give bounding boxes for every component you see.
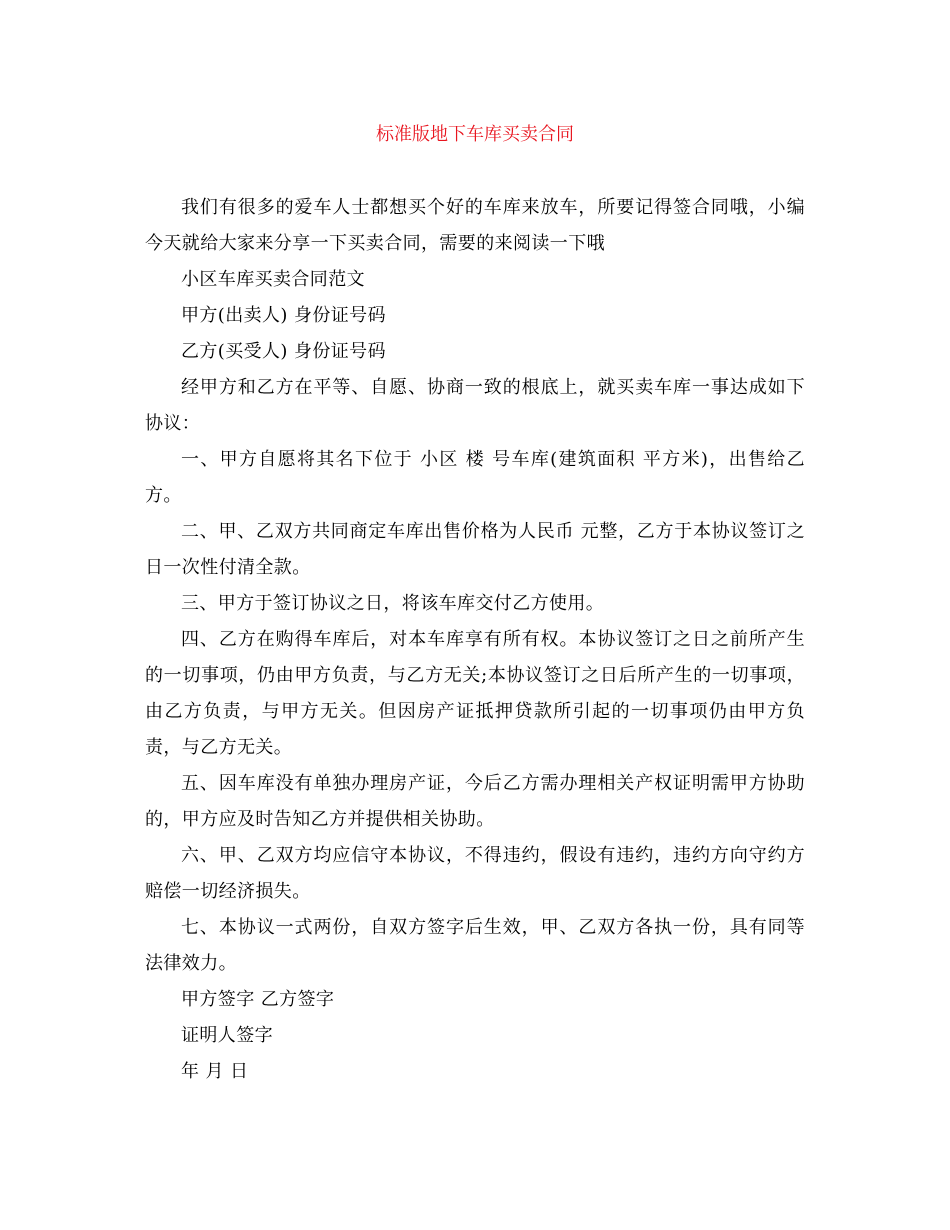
preamble-paragraph: 经甲方和乙方在平等、自愿、协商一致的根底上，就买卖车库一事达成如下协议： <box>145 377 805 434</box>
document-title: 标准版地下车库买卖合同 <box>376 124 574 145</box>
party-b-line: 乙方(买受人) 身份证号码 <box>181 341 386 362</box>
contract-heading: 小区车库买卖合同范文 <box>181 269 365 290</box>
intro-paragraph: 我们有很多的爱车人士都想买个好的车库来放车，所要记得签合同哦，小编今天就给大家来分享一下买卖合同，需要的来阅读一下哦 <box>145 197 805 254</box>
party-a-line: 甲方(出卖人) 身份证号码 <box>181 305 386 326</box>
clause-2: 二、甲、乙双方共同商定车库出售价格为人民币 元整，乙方于本协议签订之日一次性付清全款。 <box>145 521 805 578</box>
clause-6: 六、甲、乙双方均应信守本协议，不得违约，假设有违约，违约方向守约方赔偿一切经济损失。 <box>145 845 805 902</box>
clause-7: 七、本协议一式两份，自双方签字后生效，甲、乙双方各执一份，具有同等法律效力。 <box>145 917 805 974</box>
clause-5: 五、因车库没有单独办理房产证，今后乙方需办理相关产权证明需甲方协助的，甲方应及时告知乙方并提供相关协助。 <box>145 773 805 830</box>
signature-line: 甲方签字 乙方签字 <box>181 989 335 1010</box>
witness-signature-line: 证明人签字 <box>181 1025 273 1046</box>
date-line: 年 月 日 <box>181 1061 249 1082</box>
clause-1: 一、甲方自愿将其名下位于 小区 楼 号车库(建筑面积 平方米)，出售给乙方。 <box>145 449 805 506</box>
clause-3: 三、甲方于签订协议之日，将该车库交付乙方使用。 <box>181 593 605 614</box>
clause-4: 四、乙方在购得车库后，对本车库享有所有权。本协议签订之日之前所产生的一切事项，仍由甲方负责，与乙方无关;本协议签订之日后所产生的一切事项，由乙方负责，与甲方无关。但因房产证抵押贷款所引起的一切事项仍由甲方负责，与乙方无关。 <box>145 629 805 758</box>
document-body <box>145 190 805 1090</box>
